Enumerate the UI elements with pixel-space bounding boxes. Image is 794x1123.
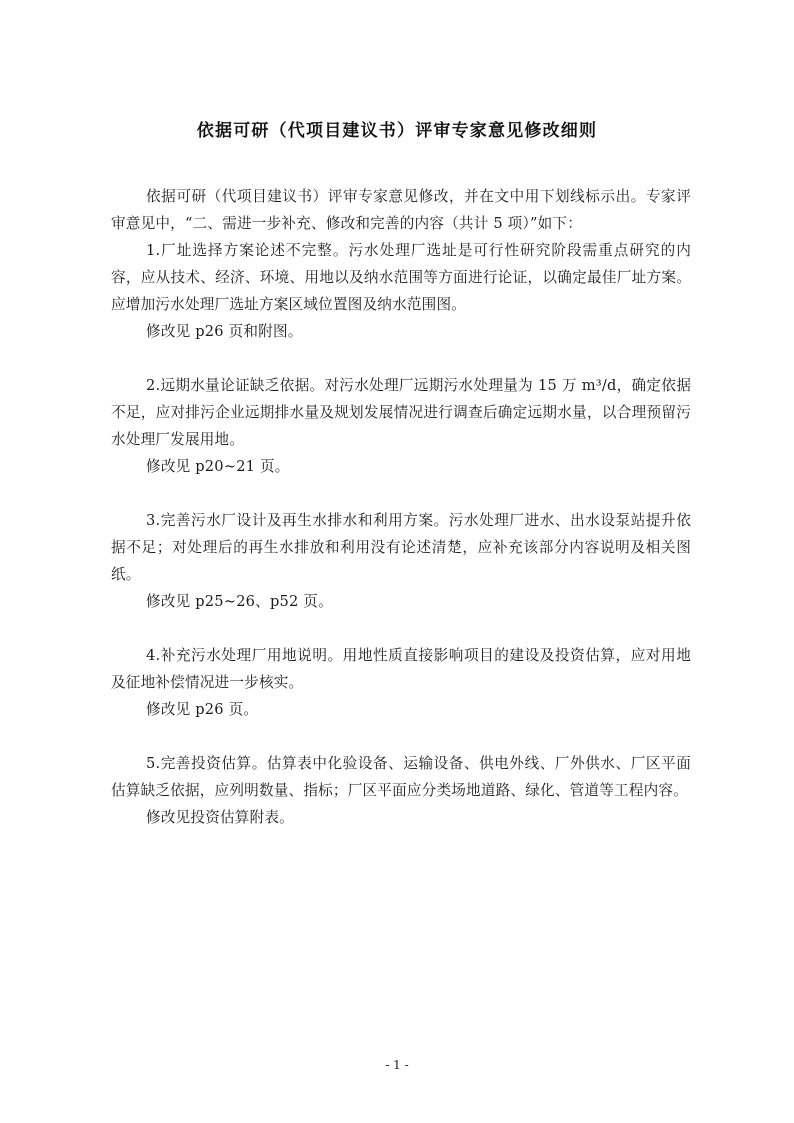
item-5-revision: 修改见投资估算附表。 — [146, 809, 294, 826]
page-number: - 1 - — [385, 1058, 409, 1072]
paragraph-gap — [111, 723, 691, 750]
intro-paragraph: 依据可研（代项目建议书）评审专家意见修改，并在文中用下划线标示出。专家评审意见中，“二、需进一步补充、修改和完善的内容（共计 5 项）”如下： — [111, 188, 691, 232]
item-4-text: 4.补充污水处理厂用地说明。用地性质直接影响项目的建设及投资估算，应对用地及征地补偿情况进一步核实。 — [111, 647, 691, 691]
document-title: 依据可研（代项目建议书）评审专家意见修改细则 — [196, 121, 598, 141]
document-body — [111, 183, 691, 831]
item-2-text: 2.远期水量论证缺乏依据。对污水处理厂远期污水处理量为 15 万 m³/d，确定依据不足，应对排污企业远期排水量及规划发展情况进行调查后确定远期水量，以合理预留污水处理厂发展用地。 — [111, 377, 691, 448]
item-5-text: 5.完善投资估算。估算表中化验设备、运输设备、供电外线、厂外供水、厂区平面估算缺乏依据，应列明数量、指标；厂区平面应分类场地道路、绿化、管道等工程内容。 — [111, 755, 691, 799]
item-1-revision: 修改见 p26 页和附图。 — [146, 323, 303, 340]
paragraph-gap — [111, 345, 691, 372]
item-2-revision: 修改见 p20~21 页。 — [146, 458, 290, 475]
item-1-text: 1.厂址选择方案论述不完整。污水处理厂选址是可行性研究阶段需重点研究的内容，应从技术、经济、环境、用地以及纳水范围等方面进行论证，以确定最佳厂址方案。应增加污水处理厂选址方案区域位置图及纳水范围图。 — [111, 242, 691, 313]
item-3-revision: 修改见 p25~26、p52 页。 — [146, 593, 333, 610]
paragraph-gap — [111, 615, 691, 642]
item-3-text: 3.完善污水厂设计及再生水排水和利用方案。污水处理厂进水、出水设泵站提升依据不足；对处理后的再生水排放和利用没有论述清楚，应补充该部分内容说明及相关图纸。 — [111, 512, 691, 583]
paragraph-gap — [111, 480, 691, 507]
item-4-revision: 修改见 p26 页。 — [146, 701, 259, 718]
